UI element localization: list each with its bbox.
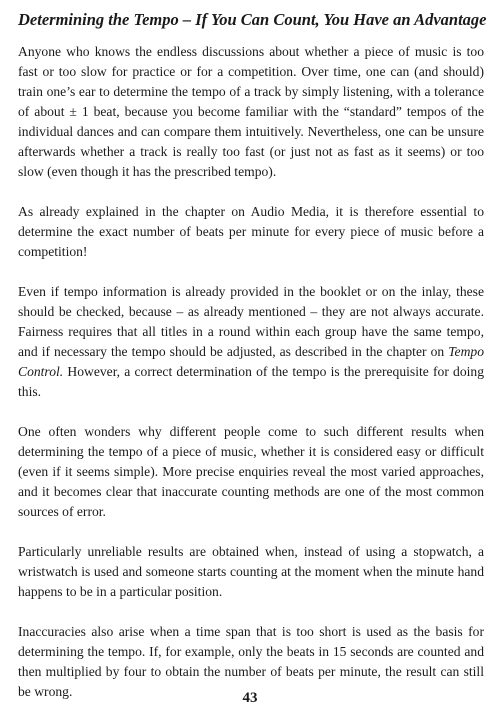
paragraph-3-text-before: Even if tempo information is already provided in the booklet or on the inlay, these should be checked, because – as already mentioned – they are not always accurate. Fairness requires that all titles in a round within each group have the same tempo, and if necessary the tempo should be adjusted, as described in the chapter on: [18, 284, 484, 359]
paragraph-5: Particularly unreliable results are obtained when, instead of using a stopwatch, a wristwatch is used and someone starts counting at the moment when the minute hand happens to be in a particular position.: [18, 544, 484, 599]
page-content: [18, 10, 487, 722]
paragraph-3-text-after: However, a correct determination of the tempo is the prerequisite for doing this.: [18, 364, 484, 399]
paragraph-3: [18, 282, 484, 402]
page-number: 43: [242, 690, 258, 706]
paragraph-6: Inaccuracies also arise when a time span that is too short is used as the basis for determining the tempo. If, for example, only the beats in 15 seconds are counted and then multiplied by four to obtain the number of beats per minute, the result can still be wrong.: [18, 624, 484, 699]
section-heading: Determining the Tempo – If You Can Count, You Have an Advantage: [18, 10, 487, 29]
paragraph-4: One often wonders why different people come to such different results when determining the tempo of a piece of music, whether it is considered easy or difficult (even if it seems simple). More precise enquiries reveal the most varied approaches, and it becomes clear that inaccurate counting methods are one of the most common sources of error.: [18, 424, 484, 519]
paragraph-2: As already explained in the chapter on Audio Media, it is therefore essential to determine the exact number of beats per minute for every piece of music before a competition!: [18, 204, 484, 259]
tempo-control-reference: Tempo Control.: [18, 344, 484, 379]
paragraph-1: Anyone who knows the endless discussions about whether a piece of music is too fast or too slow for practice or for a competition. Over time, one can (and should) train one’s ear to determine the tempo of a track by simply listening, with a tolerance of about ± 1 beat, because you become familiar with the “standard” tempos of the individual dances and can compare them intuitively. Nevertheless, one can be unsure afterwards whether a track is really too fast (or just not as fast as it seems) or too slow (even though it has the prescribed tempo).: [18, 44, 484, 179]
